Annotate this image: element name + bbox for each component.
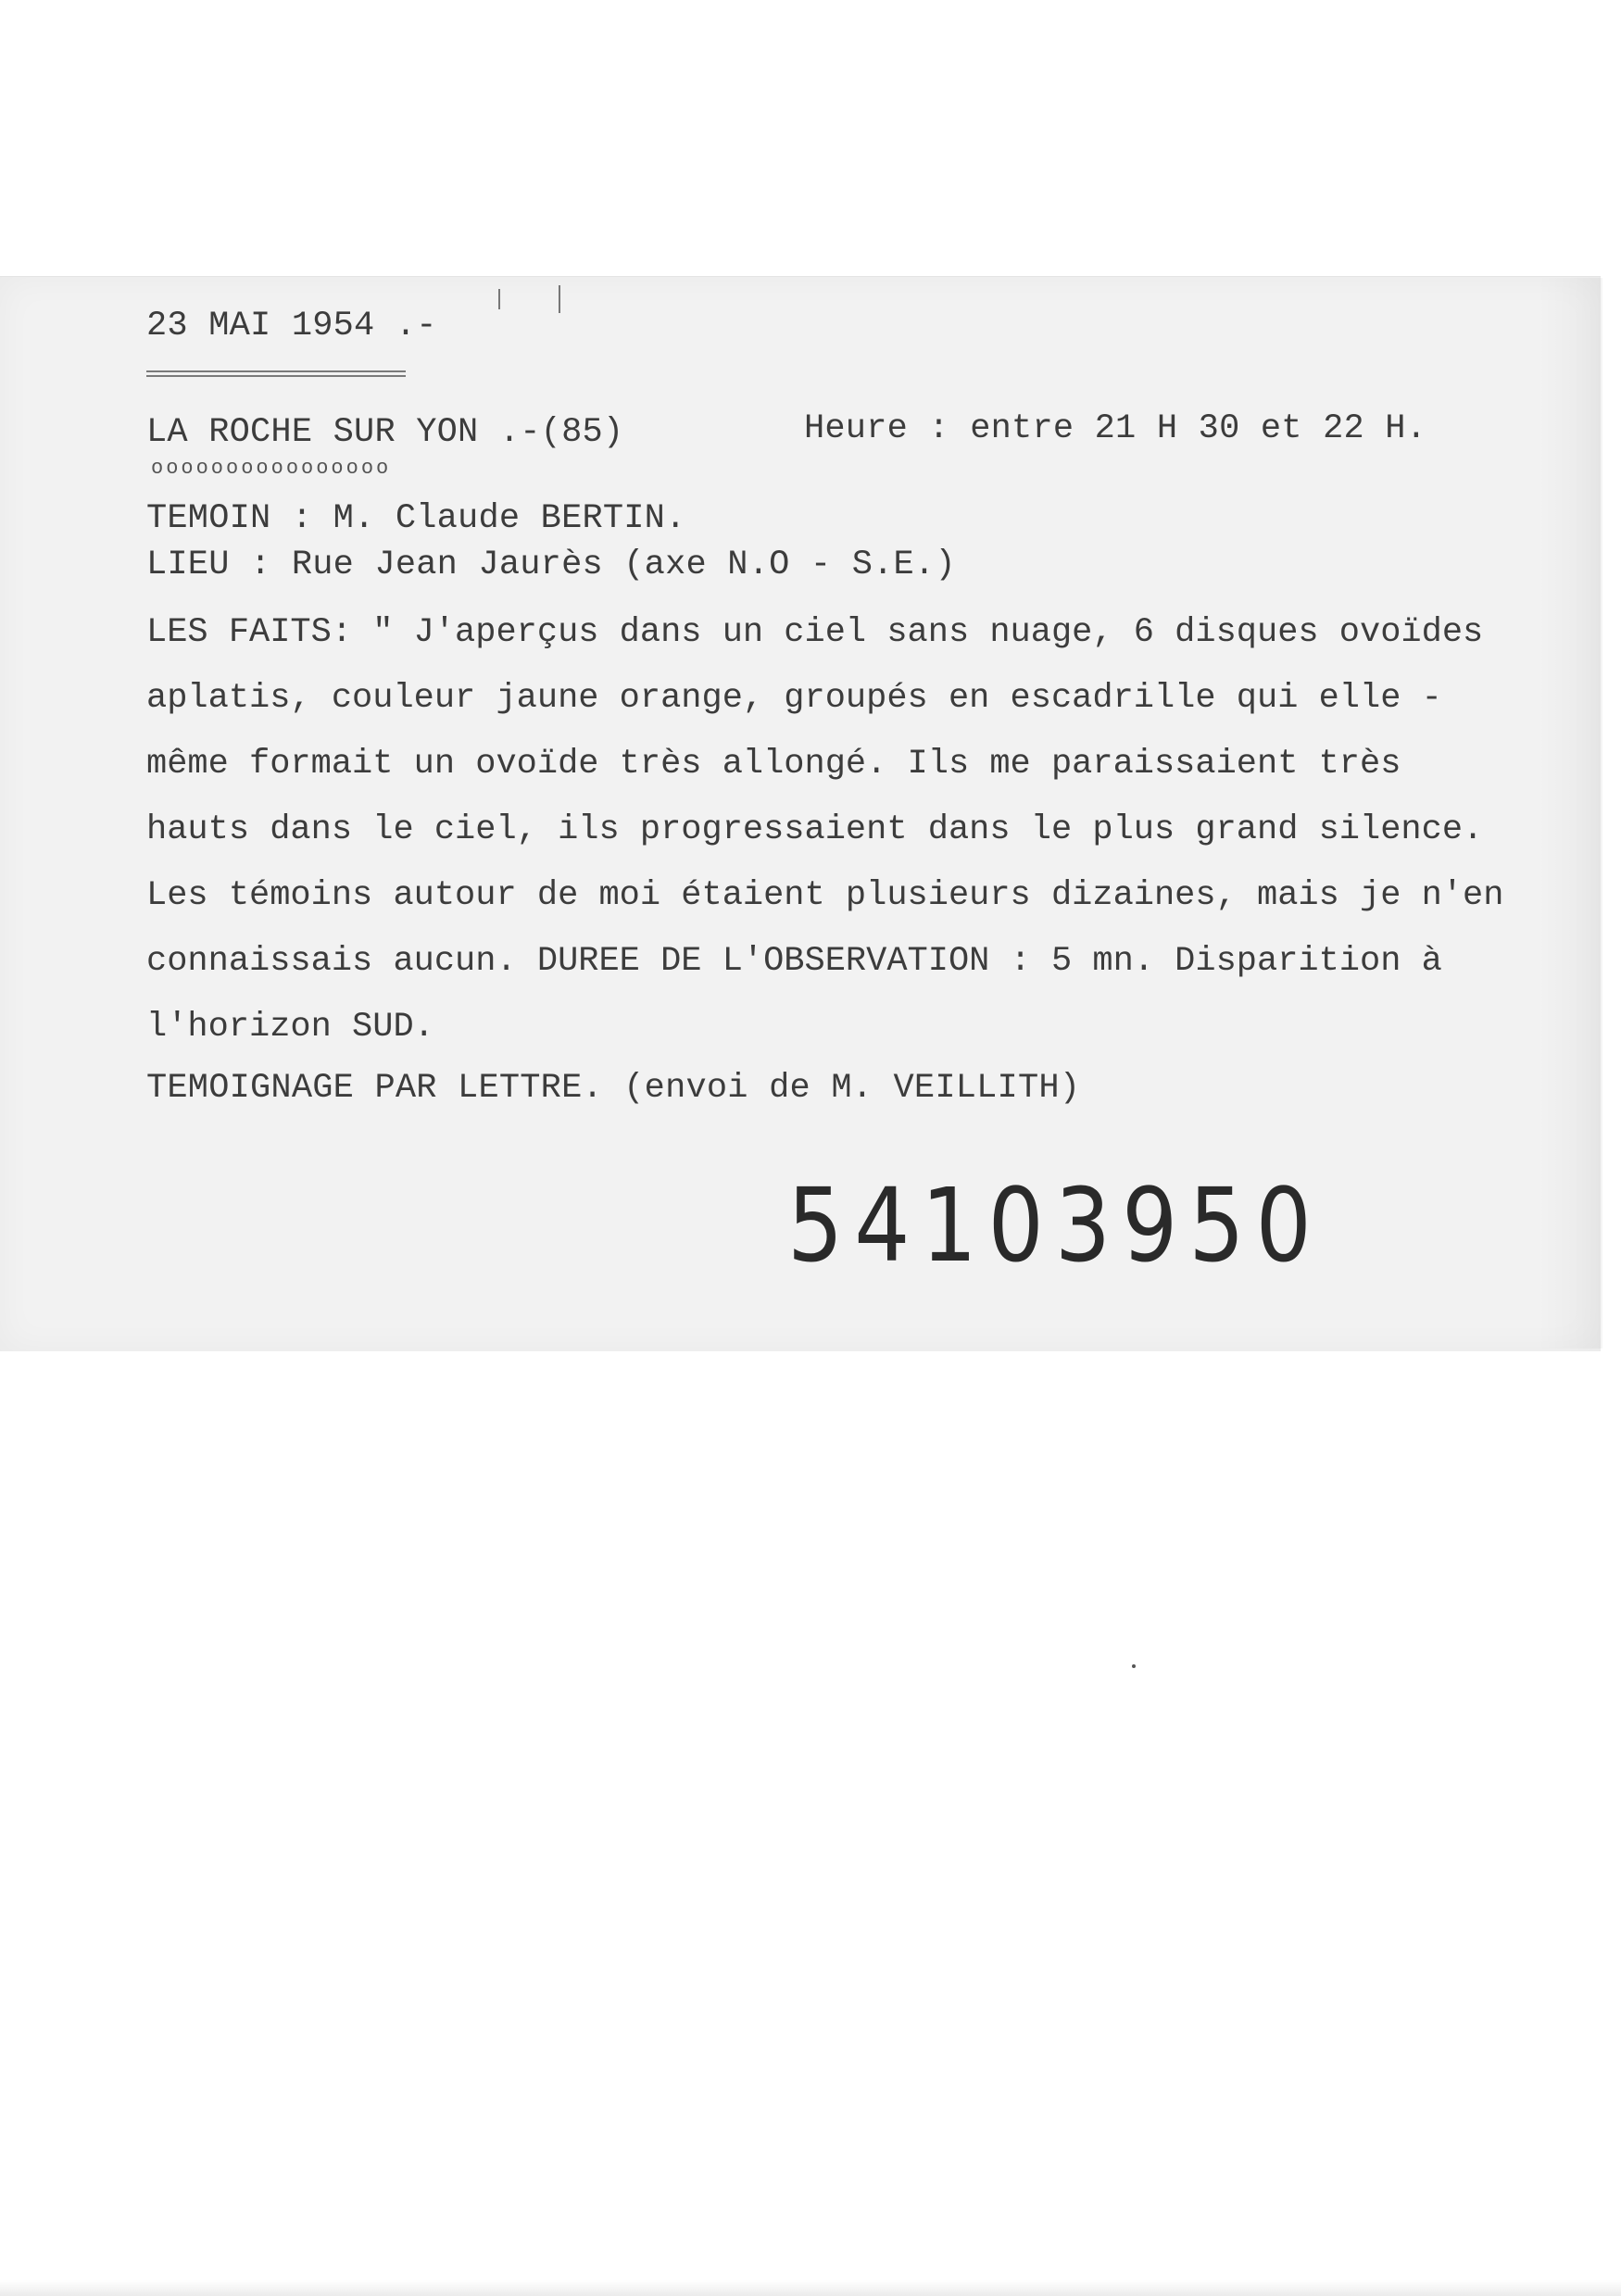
facts-paragraph	[146, 600, 1591, 1060]
facts-line: même formait un ovoïde très allongé. Ils me paraissaient très	[146, 745, 1401, 784]
case-number: 54103950	[787, 1166, 1323, 1285]
facts-line: hauts dans le ciel, ils progressaient dans le plus grand silence.	[146, 810, 1484, 849]
facts-line: connaissais aucun. DUREE DE L'OBSERVATION : 5 mn. Disparition à	[146, 942, 1442, 981]
date-underline	[146, 370, 406, 377]
page-edge	[0, 2280, 1621, 2296]
scan-mark	[559, 285, 560, 313]
facts-line: Les témoins autour de moi étaient plusieurs dizaines, mais je n'en	[146, 876, 1504, 915]
scan-mark	[498, 289, 500, 309]
witness-line: TEMOIN : M. Claude BERTIN.	[146, 499, 686, 538]
facts-line: l'horizon SUD.	[146, 1008, 434, 1047]
facts-line: aplatis, couleur jaune orange, groupés en escadrille qui elle -	[146, 679, 1442, 718]
facts-line: LES FAITS: " J'aperçus dans un ciel sans nuage, 6 disques ovoïdes	[146, 613, 1484, 652]
report-hour: Heure : entre 21 H 30 et 22 H.	[804, 409, 1427, 448]
report-place: LA ROCHE SUR YON .-(85)	[146, 413, 624, 452]
report-date: 23 MAI 1954 .-	[146, 307, 437, 345]
separator-circles: oooooooooooooooo	[151, 457, 392, 480]
scan-speck	[1132, 1664, 1136, 1668]
location-line: LIEU : Rue Jean Jaurès (axe N.O - S.E.)	[146, 546, 956, 584]
testimony-line: TEMOIGNAGE PAR LETTRE. (envoi de M. VEILLITH)	[146, 1069, 1081, 1108]
